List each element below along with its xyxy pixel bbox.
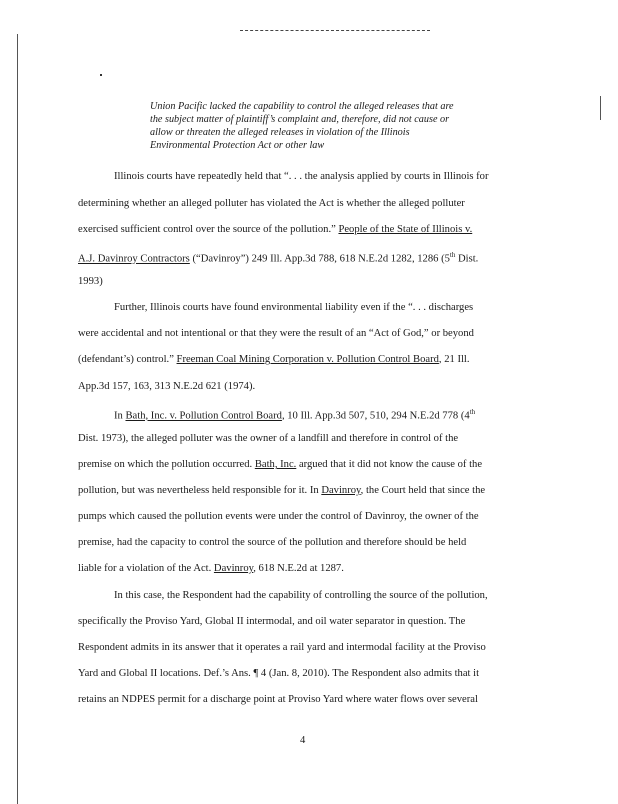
case-citation: Davinroy [321,485,361,496]
scan-artifact-line [240,30,430,31]
paragraph-line: Illinois courts have repeatedly held that “. . . the analysis applied by courts in Illinois for [114,171,489,182]
heading-line: allow or threaten the alleged releases in violation of the Illinois [150,127,410,138]
paragraph-line: Dist. 1973), the alleged polluter was the owner of a landfill and therefore in control of the [78,433,459,444]
case-citation: Bath, Inc. [254,459,297,470]
heading-line: Environmental Protection Act or other law [150,140,325,151]
paragraph-line: retains an NDPES permit for a discharge point at Proviso Yard where water flows over several [78,694,478,705]
paragraph-line: pollution, but was nevertheless held responsible for it. In Davinroy, the Court held that since the [78,485,486,496]
case-citation: Davinroy [213,563,254,574]
paragraph-line: A.J. Davinroy Contractors (“Davinroy”) 249 Ill. App.3d 788, 618 N.E.2d 1282, 1286 (5th Dist. [78,251,479,265]
heading-line: the subject matter of plaintiff’s complaint and, therefore, did not cause or [150,114,450,125]
case-citation: Bath, Inc. v. Pollution Control Board [125,410,282,422]
case-citation: People of the State of Illinois v. [338,224,473,235]
scan-speck [100,74,102,76]
paragraph-line: premise on which the pollution occurred. Bath, Inc. argued that it did not know the cause of the [78,459,483,470]
case-citation: A.J. Davinroy Contractors [78,253,190,265]
case-citation: Freeman Coal Mining Corporation v. Pollution Control Board [176,354,439,365]
paragraph-line: In this case, the Respondent had the capability of controlling the source of the pollution, [114,590,488,601]
heading-line: Union Pacific lacked the capability to control the alleged releases that are [150,101,454,112]
paragraph-line: Further, Illinois courts have found environmental liability even if the “. . . discharges [114,302,474,313]
paragraph-line: (defendant’s) control.” Freeman Coal Mining Corporation v. Pollution Control Board, 21 Ill. [78,354,470,365]
paragraph-line: App.3d 157, 163, 313 N.E.2d 621 (1974). [78,381,256,392]
paragraph-line: exercised sufficient control over the source of the pollution.” People of the State of Illinois v. [78,224,473,235]
paragraph-line: premise, had the capacity to control the source of the pollution and therefore should be held [78,537,467,548]
paragraph-line: were accidental and not intentional or that they were the result of an “Act of God,” or beyond [78,328,474,339]
scan-left-edge [17,34,18,804]
paragraph-line: determining whether an alleged polluter has violated the Act is whether the alleged polluter [78,198,465,209]
paragraph-line: Yard and Global II locations. Def.’s Ans. ¶ 4 (Jan. 8, 2010). The Respondent also admits that it [78,668,480,679]
paragraph-line: In Bath, Inc. v. Pollution Control Board, 10 Ill. App.3d 507, 510, 294 N.E.2d 778 (4th [114,408,476,422]
scan-right-edge [600,96,601,120]
page-number: 4 [300,735,306,746]
paragraph-line: liable for a violation of the Act. Davinroy, 618 N.E.2d at 1287. [78,563,344,574]
paragraph-line: 1993) [78,276,103,287]
paragraph-line: specifically the Proviso Yard, Global II intermodal, and oil water separator in question. The [78,616,466,627]
section-heading [150,100,510,152]
paragraph-line: pumps which caused the pollution events were under the control of Davinroy, the owner of the [78,511,479,522]
paragraph-line: Respondent admits in its answer that it operates a rail yard and intermodal facility at the Proviso [78,642,486,653]
